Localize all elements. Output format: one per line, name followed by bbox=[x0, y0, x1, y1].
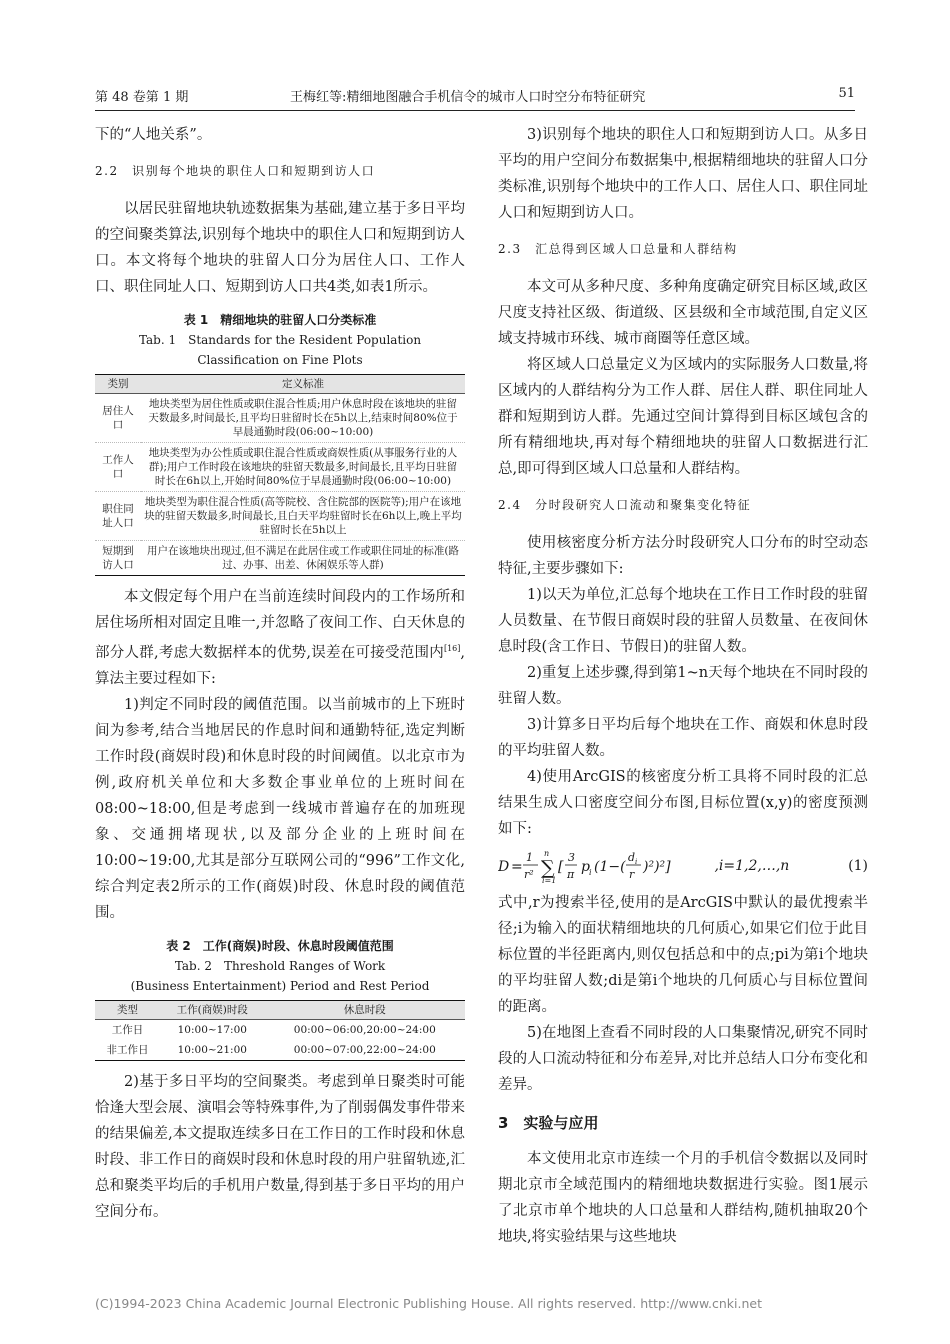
table-cell-definition: 用户在该地块出现过,但不满足在此居住或工作或职住同址的标准(路过、办事、出差、休闲娱乐等人群) bbox=[141, 541, 465, 576]
formula-graphic bbox=[498, 848, 710, 884]
svg-text:d: d bbox=[628, 851, 636, 864]
equation-number: (1) bbox=[848, 858, 868, 874]
paragraph: 3)计算多日平均后每个地块在工作、商娱和休息时段的平均驻留人数。 bbox=[498, 717, 868, 759]
paragraph: 下的“人地关系”。 bbox=[95, 127, 212, 143]
table-2 bbox=[95, 1000, 465, 1061]
paragraph: 本文可从多种尺度、多种角度确定研究目标区域,政区尺度支持社区级、街道级、区县级和全市域范围,自定义区域支持城市环线、城市商圈等任意区域。 bbox=[498, 279, 868, 347]
paragraph: 2)基于多日平均的空间聚类。考虑到单日聚类时可能恰逢大型会展、演唱会等特殊事件,为了削弱偶发事件带来的结果偏差,本文提取连续多日在工作日的工作时段和休息时段、非工作日的商娱时段和休息时段的用户驻留轨迹,汇总和聚类平均后的手机用户数量,得到基于多日平均的用户空间分布。 bbox=[95, 1073, 465, 1220]
svg-text:∑: ∑ bbox=[541, 857, 555, 879]
table-header-cell: 定义标准 bbox=[141, 375, 465, 394]
table-cell: 10:00~17:00 bbox=[177, 1023, 247, 1036]
header-rule bbox=[95, 110, 855, 111]
density-formula bbox=[498, 848, 848, 884]
table-header-cell: 类型 bbox=[95, 1000, 160, 1019]
table-cell: 00:00~06:00,20:00~24:00 bbox=[293, 1023, 436, 1036]
table-cell: 工作日 bbox=[111, 1023, 144, 1036]
left-column bbox=[95, 122, 465, 1225]
table-cell-definition: 地块类型为居住性质或职住混合性质;用户休息时段在该地块的驻留天数最多,时间最长,且平均日驻留时长在5h以上,结束时间80%位于早晨通勤时段(06:00~10:00) bbox=[148, 398, 458, 438]
table-header-cell: 类别 bbox=[95, 375, 141, 394]
svg-text:i: i bbox=[589, 868, 592, 877]
svg-text:D: D bbox=[498, 859, 510, 875]
paragraph-text: 本文假定每个用户在当前连续时间段内的工作场所和居住场所相对固定且唯一,并忽略了夜间工作、白天休息的部分人群,考虑大数据样本的优势,误差在可接受范围内 bbox=[95, 589, 465, 661]
table-cell-definition: 地块类型为职住混合性质(高等院校、含住院部的医院等);用户在该地块的驻留天数最多,时间最长,且白天平均驻留时长在6h以上,晚上平均驻留时长在5h以上 bbox=[144, 496, 462, 536]
paragraph: 1)判定不同时段的阈值范围。以当前城市的上下班时间为参考,结合当地居民的作息时间和通勤特征,选定判断工作时段(商娱时段)和休息时段的时间阈值。以北京市为例,政府机关单位和大多数企事业单位的上班时间在08:00~18:00,但是考虑到一线城市普遍存在的加班现象、交通拥堵现状,以及部分企业的上班时间在10:00~19:00,尤其是部分互联网公司的“996”工作文化,综合判定表2所示的工作(商娱)时段、休息时段的阈值范围。 bbox=[95, 696, 465, 921]
svg-text:1: 1 bbox=[526, 851, 533, 864]
paragraph-text: ,算法主要过程如下: bbox=[95, 644, 465, 687]
section-heading-2-3: 2.3 汇总得到区域人口总量和人群结构 bbox=[498, 242, 738, 256]
table2-caption-en: (Business Entertainment) Period and Rest Period bbox=[130, 978, 430, 993]
running-title: 王梅红等:精细地图融合手机信令的城市人口时空分布特征研究 bbox=[290, 90, 646, 105]
table2-caption-en: Tab. 2 Threshold Ranges of Work bbox=[174, 958, 386, 973]
svg-text:[: [ bbox=[558, 859, 564, 875]
paragraph: 本文使用北京市连续一个月的手机信令数据以及同时期北京市全域范围内的精细地块数据进行实验。图1展示了北京市单个地块的人口总量和人群结构,随机抽取20个地块,将实验结果与这些地块 bbox=[498, 1151, 868, 1245]
copyright-footer: (C)1994-2023 China Academic Journal Electronic Publishing House. All rights reserved. http://www.cnki.net bbox=[95, 1296, 762, 1311]
svg-text:π: π bbox=[567, 868, 575, 881]
table-row bbox=[95, 1019, 465, 1040]
running-header bbox=[95, 86, 855, 110]
paragraph: 式中,r为搜索半径,使用的是ArcGIS中默认的最优搜索半径;i为输入的面状精细地块的几何质心,如果它们位于此目标位置的半径距离内,则仅包括总和中的点;pi为第i个地块的平均驻留人数;di是第i个地块的几何质心与目标位置间的距离。 bbox=[498, 895, 868, 1015]
svg-text:r²: r² bbox=[524, 868, 534, 881]
paragraph: 5)在地图上查看不同时段的人口集聚情况,研究不同时段的人口流动特征和分布差异,对比并总结人口分布变化和差异。 bbox=[498, 1025, 868, 1093]
citation-ref: [16] bbox=[443, 644, 461, 653]
table-header-cell: 休息时段 bbox=[265, 1000, 465, 1019]
svg-text:n: n bbox=[544, 849, 550, 858]
table-row bbox=[95, 1040, 465, 1061]
table-cell: 00:00~07:00,22:00~24:00 bbox=[265, 1040, 465, 1061]
svg-text:p: p bbox=[581, 859, 590, 875]
table1-caption-zh: 表 1 精细地块的驻留人口分类标准 bbox=[183, 313, 377, 327]
section-heading-2-2: 2.2 识别每个地块的职住人口和短期到访人口 bbox=[95, 164, 376, 178]
table-row bbox=[95, 541, 465, 576]
equation-index: ,i=1,2,…,n bbox=[714, 858, 790, 874]
paragraph: 1)以天为单位,汇总每个地块在工作日工作时段的驻留人员数量、在节假日商娱时段的驻留人员数量、在夜间休息时段(含工作日、节假日)的驻留人数。 bbox=[498, 587, 868, 655]
page-number: 51 bbox=[838, 86, 855, 101]
journal-volume: 第 48 卷第 1 期 bbox=[95, 90, 189, 105]
svg-text:=: = bbox=[511, 859, 523, 875]
paragraph: 以居民驻留地块轨迹数据集为基础,建立基于多日平均的空间聚类算法,识别每个地块中的职住人口和短期到访人口。本文将每个地块的驻留人口分为居住人口、工作人口、职住同址人口、短期到访人口共4类,如表1所示。 bbox=[95, 201, 465, 295]
section-heading-2-4: 2.4 分时段研究人口流动和聚集变化特征 bbox=[498, 498, 752, 512]
table-cell-type: 短期到访人口 bbox=[95, 541, 141, 576]
paragraph: 将区域人口总量定义为区域内的实际服务人口数量,将区域内的人群结构分为工作人群、居住人群、职住同址人群和短期到访人群。先通过空间计算得到目标区域包含的所有精细地块,再对每个精细地块的驻留人口数据进行汇总,即可得到区域人口总量和人群结构。 bbox=[498, 357, 868, 477]
table-cell: 10:00~21:00 bbox=[160, 1040, 265, 1061]
svg-text:i: i bbox=[635, 858, 638, 866]
table-cell-definition: 地块类型为办公性质或职住混合性质或商娱性质(从事服务行业的人群);用户工作时段在该地块的驻留天数最多,时间最长,且平均日驻留时长在6h以上,开始时间80%位于早晨通勤时段(06:00~10:00) bbox=[148, 447, 458, 487]
paragraph: 使用核密度分析方法分时段研究人口分布的时空动态特征,主要步骤如下: bbox=[498, 535, 868, 577]
table2-caption-zh: 表 2 工作(商娱)时段、休息时段阈值范围 bbox=[166, 938, 394, 953]
equation-1 bbox=[498, 848, 868, 884]
table-cell: 非工作日 bbox=[95, 1040, 160, 1061]
table-row bbox=[95, 394, 465, 443]
svg-text:)²)²]: )²)²] bbox=[643, 859, 671, 875]
paragraph: 3)识别每个地块的职住人口和短期到访人口。从多日平均的用户空间分布数据集中,根据精细地块的驻留人口分类标准,识别每个地块中的工作人口、居住人口、职住同址人口和短期到访人口。 bbox=[498, 127, 868, 221]
table-row bbox=[95, 492, 465, 541]
table-1 bbox=[95, 374, 465, 576]
table-row bbox=[95, 443, 465, 492]
paragraph: 4)使用ArcGIS的核密度分析工具将不同时段的汇总结果生成人口密度空间分布图,目标位置(x,y)的密度预测如下: bbox=[498, 769, 868, 837]
table-cell-type: 居住人口 bbox=[102, 405, 134, 431]
table-cell-type: 工作人口 bbox=[102, 454, 134, 480]
section-heading-3: 3 实验与应用 bbox=[498, 1114, 599, 1132]
svg-text:r: r bbox=[629, 868, 635, 881]
svg-text:i=1: i=1 bbox=[542, 876, 557, 884]
svg-text:3: 3 bbox=[568, 851, 575, 864]
paragraph: 2)重复上述步骤,得到第1~n天每个地块在不同时段的驻留人数。 bbox=[498, 665, 868, 707]
table-header-cell: 工作(商娱)时段 bbox=[160, 1000, 265, 1019]
table1-caption-en: Tab. 1 Standards for the Resident Population bbox=[138, 333, 422, 347]
paragraph bbox=[95, 584, 465, 692]
table-cell-type: 职住同址人口 bbox=[102, 503, 134, 529]
svg-text:(1−(: (1−( bbox=[594, 859, 626, 875]
right-column bbox=[498, 122, 868, 1250]
table1-caption-en: Classification on Fine Plots bbox=[197, 353, 363, 367]
